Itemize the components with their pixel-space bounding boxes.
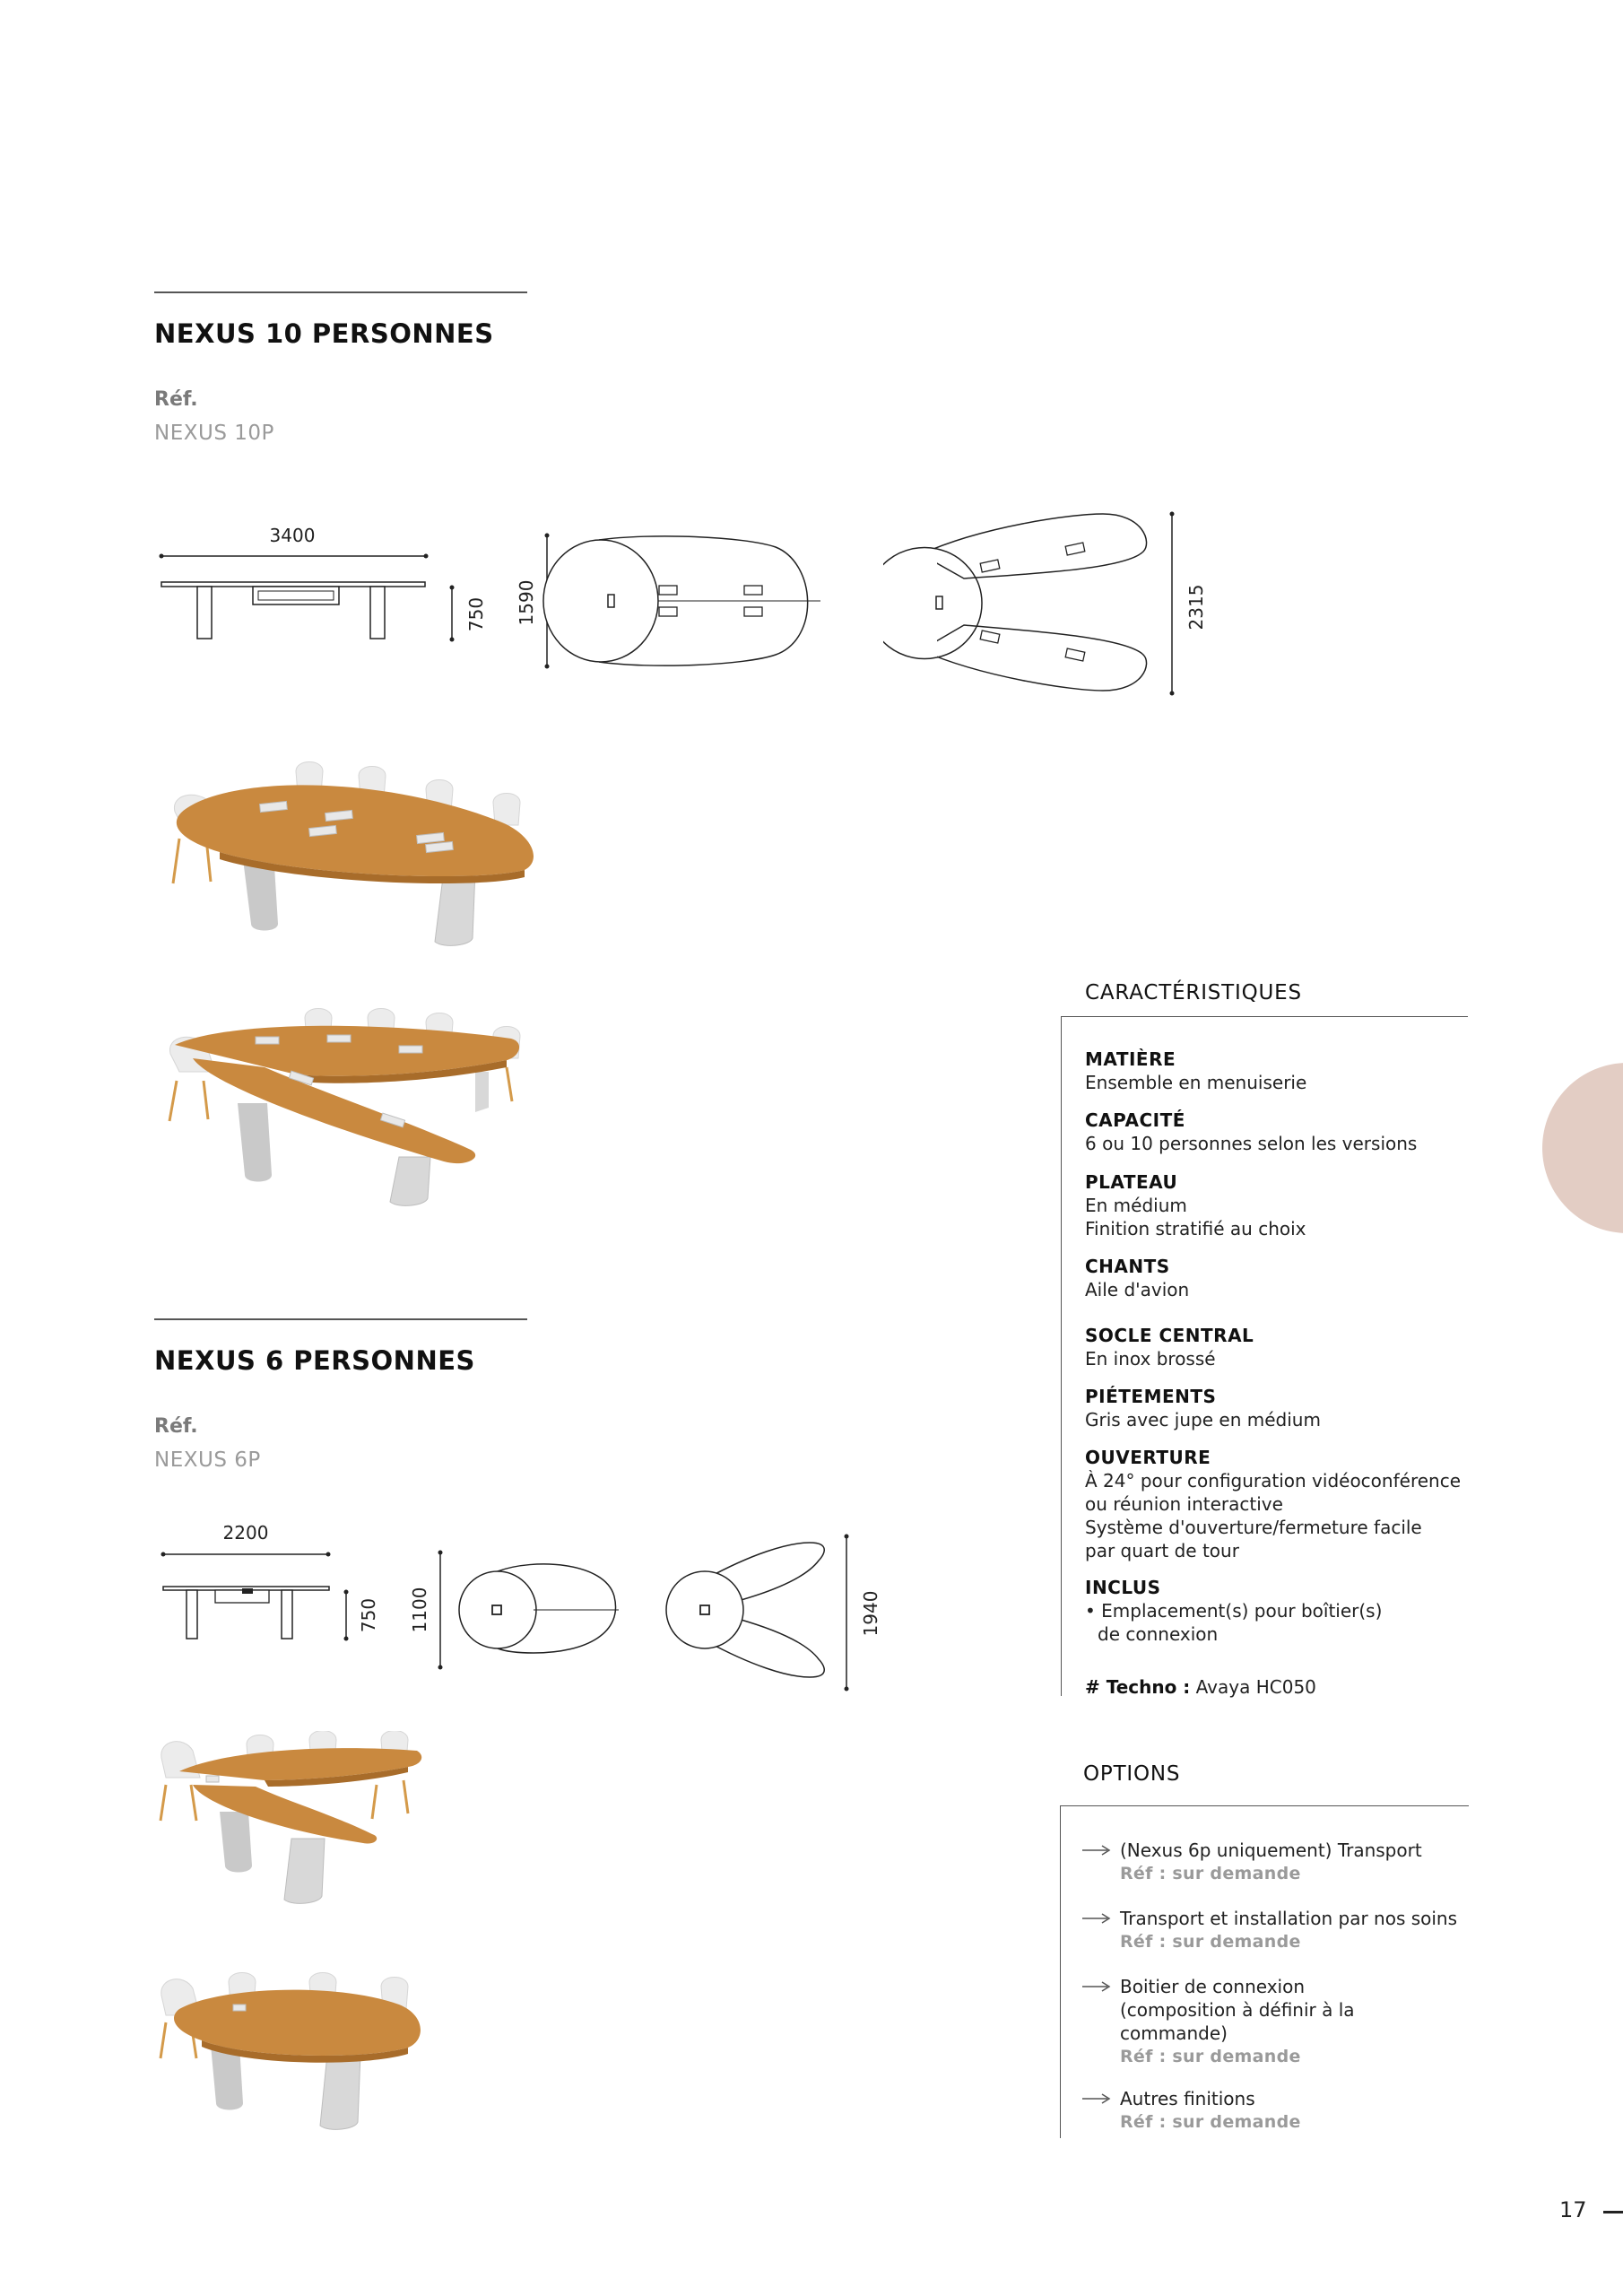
dimension-depth-label: 1590 [516,579,537,626]
techno-value: Avaya HC050 [1195,1676,1316,1698]
characteristics-title: CARACTÉRISTIQUES [1085,981,1302,1004]
option-text: commande) [1120,2022,1228,2044]
spec-capacite [1085,1109,1497,1155]
option-item-transport [1082,1839,1495,1885]
nexus10-open-product-photo [157,1004,560,1211]
spec-label: INCLUS [1085,1577,1161,1598]
arrow-right-icon [1082,1980,1115,1993]
spec-label: SOCLE CENTRAL [1085,1325,1254,1346]
dimension-open-width-label: 2315 [1185,584,1207,631]
dimension-open-width-label: 1940 [860,1590,881,1637]
option-item-installation [1082,1907,1495,1953]
option-ref: Réf : sur demande [1120,1932,1301,1952]
arrow-right-icon [1082,1912,1115,1925]
dimension-length-label: 3400 [269,525,316,546]
spec-value: • Emplacement(s) pour boîtier(s) [1085,1600,1383,1622]
spec-plateau [1085,1170,1497,1240]
spec-chants [1085,1255,1497,1301]
dimension-depth-label: 1100 [409,1587,430,1633]
spec-ouverture [1085,1446,1497,1562]
option-text: (composition à définir à la [1120,1999,1355,2021]
section-title-nexus6: NEXUS 6 PERSONNES [154,1345,475,1376]
spec-value: Ensemble en menuiserie [1085,1072,1307,1093]
spec-value: Aile d'avion [1085,1279,1190,1300]
options-title: OPTIONS [1083,1762,1181,1786]
nexus10-side-elevation-drawing [152,516,502,695]
option-item-finitions [1082,2087,1495,2134]
nexus6-top-view-closed-drawing [399,1547,632,1682]
option-ref: Réf : sur demande [1120,2112,1301,2132]
spec-value: de connexion [1098,1623,1219,1645]
spec-value: ou réunion interactive [1085,1493,1283,1515]
ref-label-nexus10: Réf. [154,388,198,411]
option-text: Boitier de connexion [1120,1976,1305,1997]
arrow-right-icon [1082,1844,1115,1857]
spec-value: 6 ou 10 personnes selon les versions [1085,1133,1418,1154]
option-text: Transport et installation par nos soins [1120,1908,1458,1929]
spec-label: OUVERTURE [1085,1447,1211,1468]
spec-value: Finition stratifié au choix [1085,1218,1306,1239]
spec-value: par quart de tour [1085,1540,1239,1561]
nexus10-top-view-closed-drawing [511,529,834,673]
spec-socle-central [1085,1324,1497,1370]
nexus6-open-product-photo [157,1731,435,1910]
nexus6-closed-product-photo [157,1969,435,2148]
techno-line [1085,1676,1316,1698]
techno-label: # Techno : [1085,1676,1191,1698]
ref-label-nexus6: Réf. [154,1415,198,1438]
spec-label: PLATEAU [1085,1171,1178,1193]
spec-value: En inox brossé [1085,1348,1216,1370]
nexus10-closed-product-photo [157,758,551,946]
decorative-circle [1542,1063,1623,1233]
spec-label: CAPACITÉ [1085,1109,1185,1131]
spec-value: À 24° pour configuration vidéoconférence [1085,1470,1462,1492]
option-item-boitier [1082,1975,1495,2068]
spec-label: CHANTS [1085,1256,1170,1277]
section-rule-nexus6 [154,1318,527,1320]
ref-value-nexus10: NEXUS 10P [154,422,274,445]
ref-value-nexus6: NEXUS 6P [154,1448,261,1472]
spec-label: PIÉTEMENTS [1085,1386,1217,1407]
spec-value: Gris avec jupe en médium [1085,1409,1321,1431]
nexus6-top-view-open-drawing [653,1529,904,1700]
nexus6-side-elevation-drawing [152,1520,439,1700]
option-text: (Nexus 6p uniquement) Transport [1120,1839,1422,1861]
spec-inclus [1085,1576,1497,1646]
section-title-nexus10: NEXUS 10 PERSONNES [154,318,494,349]
dimension-length-label: 2200 [222,1522,269,1544]
option-ref: Réf : sur demande [1120,1864,1301,1883]
dimension-height-label: 750 [465,596,487,632]
arrow-right-icon [1082,2092,1115,2105]
spec-label: MATIÈRE [1085,1048,1176,1070]
page-number-dash [1603,2211,1623,2213]
nexus10-top-view-open-drawing [883,507,1215,700]
spec-value: En médium [1085,1195,1187,1216]
option-ref: Réf : sur demande [1120,2047,1301,2066]
page-number: 17 [1559,2197,1587,2222]
spec-matiere [1085,1048,1497,1094]
spec-pietements [1085,1385,1497,1431]
spec-value: Système d'ouverture/fermeture facile [1085,1517,1422,1538]
option-text: Autres finitions [1120,2088,1255,2109]
dimension-height-label: 750 [358,1597,379,1633]
section-rule-nexus10 [154,291,527,293]
